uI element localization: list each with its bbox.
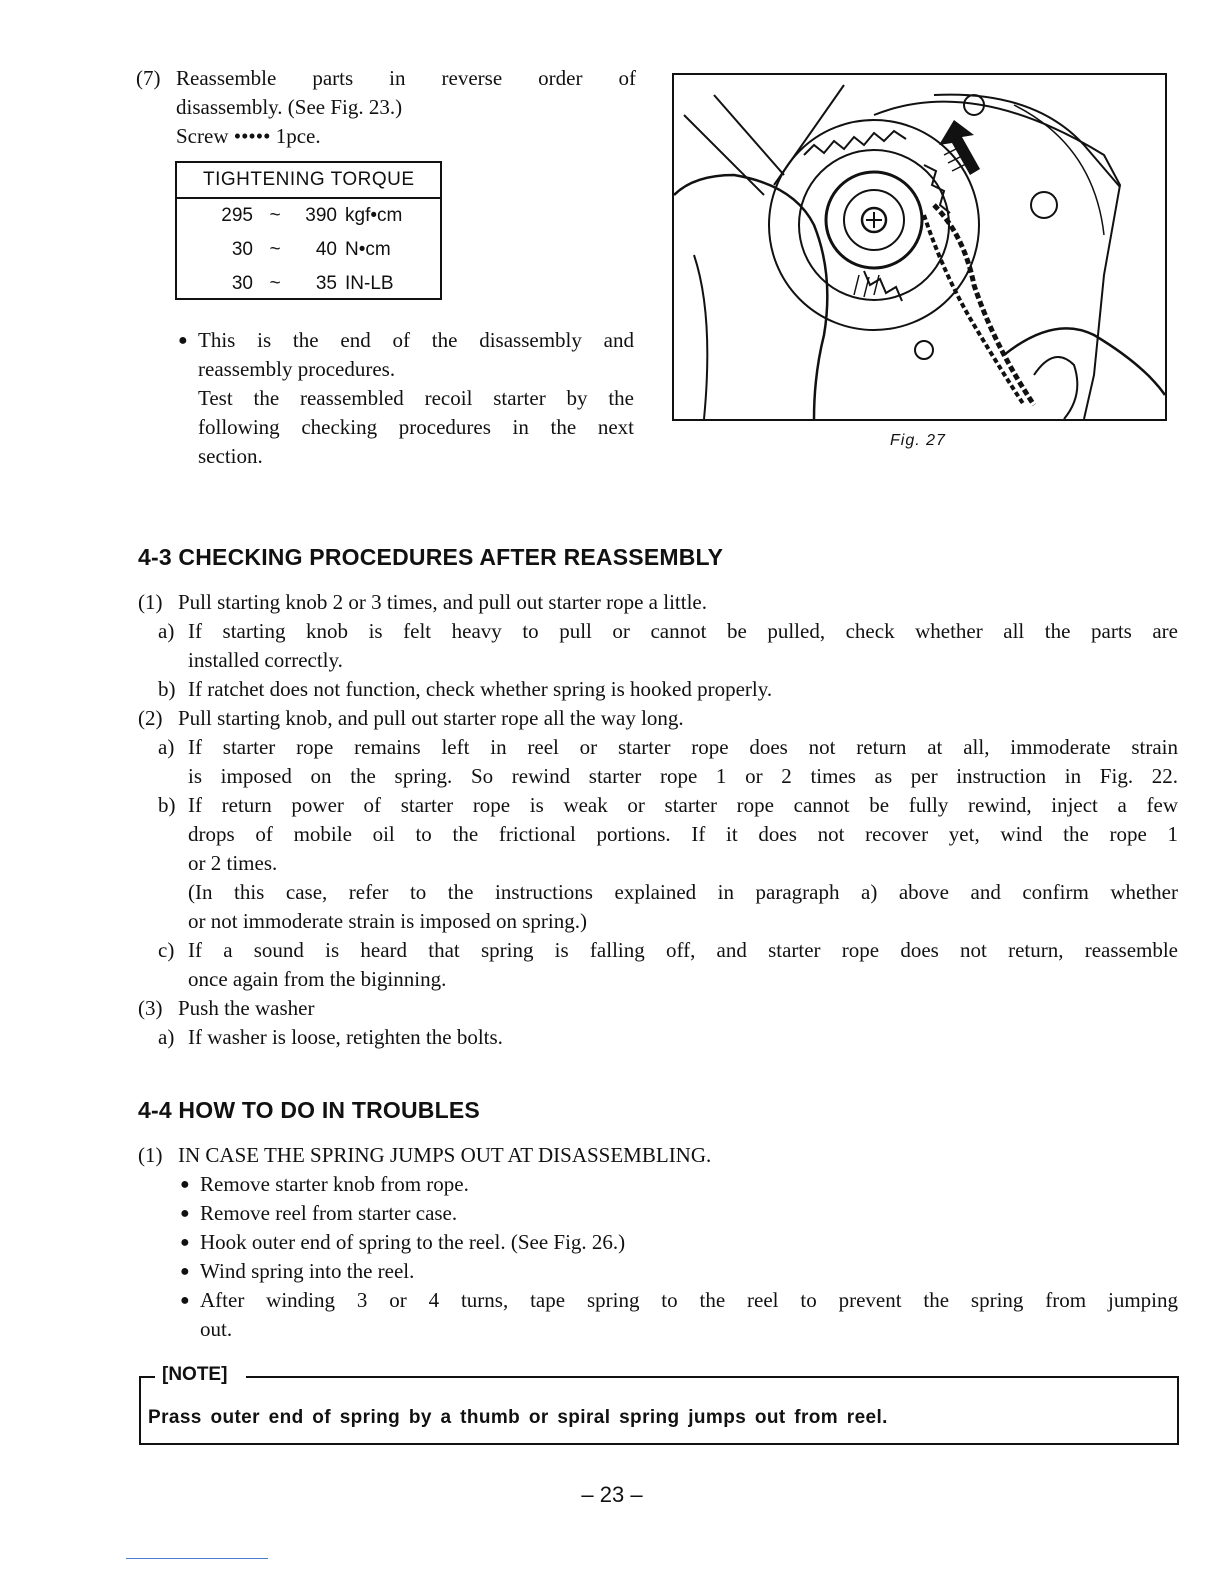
torque-min: 295: [221, 205, 253, 226]
sub-item-text: is imposed on the spring. So rewind starter rope 1 or 2 times as per instruction in Fig. 22.: [188, 764, 1178, 788]
step-text-line: Screw ••••• 1pce.: [176, 124, 321, 148]
bullet-item: [138, 1286, 1178, 1315]
bullet-item: [138, 1257, 1178, 1286]
sub-item-text: If starting knob is felt heavy to pull or cannot be pulled, check whether all the parts are: [188, 619, 1178, 643]
bullet-item: [138, 1170, 1178, 1199]
torque-row: [177, 267, 440, 301]
sub-item-letter: a): [158, 619, 175, 643]
torque-max: 35: [315, 273, 337, 294]
footer-rule: [126, 1558, 268, 1559]
section-heading-4-4: 4-4 HOW TO DO IN TROUBLES: [138, 1097, 480, 1123]
bullet-text: out.: [200, 1317, 233, 1341]
step-text-line: Reassemble parts in reverse order of: [176, 66, 636, 90]
page-number: – 23 –: [581, 1482, 643, 1507]
torque-min: 30: [231, 273, 253, 294]
torque-row: [177, 199, 440, 233]
sub-item-text: or not immoderate strain is imposed on spring.): [188, 909, 587, 933]
sub-item: [138, 1023, 1178, 1052]
bullet-text: Remove starter knob from rope.: [200, 1172, 469, 1196]
bullet-icon: ●: [180, 1205, 190, 1222]
note-box-top-rule: [139, 1376, 155, 1378]
sub-item: [138, 617, 1178, 646]
list-item: [138, 704, 1178, 733]
sub-item-letter: a): [158, 735, 175, 759]
sub-item-text: If washer is loose, retighten the bolts.: [188, 1025, 503, 1049]
sub-item-letter: c): [158, 938, 175, 962]
sub-item-text: or 2 times.: [188, 851, 278, 875]
torque-max: 40: [315, 239, 337, 260]
recoil-starter-illustration: [674, 75, 1165, 419]
sub-item-text: If ratchet does not function, check whether spring is hooked properly.: [188, 677, 773, 701]
end-note-line: following checking procedures in the next: [198, 415, 634, 439]
sub-item-text: drops of mobile oil to the frictional portions. If it does not recover yet, wind the rope 1: [188, 822, 1178, 846]
sub-item-text: (In this case, refer to the instructions explained in paragraph a) above and confirm whether: [188, 880, 1178, 904]
item-number: (3): [138, 996, 163, 1020]
list-item: [138, 588, 1178, 617]
figure-caption: Fig. 27: [890, 432, 946, 449]
sub-item-text: installed correctly.: [188, 648, 343, 672]
torque-max: 390: [305, 205, 337, 226]
bullet-text: After winding 3 or 4 turns, tape spring to the reel to prevent the spring from jumping: [200, 1288, 1178, 1312]
bullet-item: [138, 1228, 1178, 1257]
item-text: IN CASE THE SPRING JUMPS OUT AT DISASSEMBLING.: [178, 1143, 712, 1167]
bullet-icon: ●: [180, 1234, 190, 1251]
torque-table: [175, 161, 442, 300]
item-text: Push the washer: [178, 996, 315, 1020]
end-note: [178, 326, 634, 471]
item-text: Pull starting knob, and pull out starter rope all the way long.: [178, 706, 684, 730]
step-7: [136, 64, 636, 151]
torque-min: 30: [231, 239, 253, 260]
torque-row: [177, 233, 440, 267]
step-number: (7): [136, 66, 161, 90]
figure-27: [672, 73, 1167, 421]
sub-item-text: If return power of starter rope is weak or starter rope cannot be fully rewind, inject a few: [188, 793, 1178, 817]
bullet-item: [138, 1199, 1178, 1228]
item-text: Pull starting knob 2 or 3 times, and pull out starter rope a little.: [178, 590, 707, 614]
step-text-line: disassembly. (See Fig. 23.): [176, 95, 403, 119]
end-note-line: Test the reassembled recoil starter by the: [198, 386, 634, 410]
end-note-line: section.: [198, 444, 263, 468]
note-text: Prass outer end of spring by a thumb or spiral spring jumps out from reel.: [148, 1407, 888, 1428]
note-box-top-rule: [246, 1376, 1179, 1378]
torque-sep: ~: [269, 205, 281, 226]
bullet-icon: ●: [180, 1176, 190, 1193]
torque-sep: ~: [269, 239, 281, 260]
sub-item-letter: b): [158, 793, 176, 817]
bullet-icon: ●: [180, 1263, 190, 1280]
sub-item: [138, 791, 1178, 820]
list-item: [138, 994, 1178, 1023]
torque-sep: ~: [269, 273, 281, 294]
sub-item-letter: a): [158, 1025, 175, 1049]
bullet-icon: ●: [180, 1292, 190, 1309]
sub-item: [138, 733, 1178, 762]
sub-item-text: If a sound is heard that spring is falling off, and starter rope does not return, reassemble: [188, 938, 1178, 962]
item-number: (1): [138, 1143, 163, 1167]
checking-procedures-list: [138, 588, 1178, 1052]
sub-item: [138, 936, 1178, 965]
sub-item-text: If starter rope remains left in reel or starter rope does not return at all, immoderate strain: [188, 735, 1178, 759]
item-number: (1): [138, 590, 163, 614]
sub-item-text: once again from the biginning.: [188, 967, 447, 991]
torque-unit: kgf•cm: [345, 205, 403, 226]
torque-unit: IN-LB: [345, 273, 394, 294]
bullet-text: Remove reel from starter case.: [200, 1201, 458, 1225]
bullet-icon: ●: [178, 332, 188, 349]
list-item: [138, 1141, 1178, 1170]
section-heading-4-3: 4-3 CHECKING PROCEDURES AFTER REASSEMBLY: [138, 544, 724, 570]
torque-unit: N•cm: [345, 239, 391, 260]
note-label: [NOTE]: [162, 1364, 228, 1385]
torque-table-header: TIGHTENING TORQUE: [177, 163, 440, 199]
troubles-list: [138, 1141, 1178, 1344]
bullet-text: Hook outer end of spring to the reel. (See Fig. 26.): [200, 1230, 626, 1254]
sub-item: [138, 675, 1178, 704]
end-note-line: This is the end of the disassembly and: [198, 328, 634, 352]
bullet-text: Wind spring into the reel.: [200, 1259, 415, 1283]
end-note-line: reassembly procedures.: [198, 357, 396, 381]
sub-item-letter: b): [158, 677, 176, 701]
item-number: (2): [138, 706, 163, 730]
